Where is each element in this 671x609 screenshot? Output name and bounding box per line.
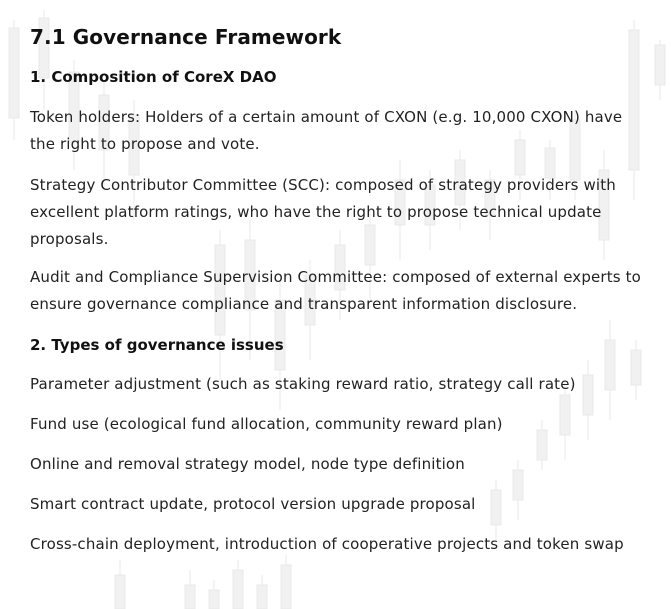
section-heading-composition: 1. Composition of CoreX DAO — [30, 68, 277, 86]
list-item: Cross-chain deployment, introduction of cooperative projects and token swap — [30, 535, 624, 553]
list-item: Parameter adjustment (such as staking reward ratio, strategy call rate) — [30, 375, 576, 393]
paragraph-audit-committee: Audit and Compliance Supervision Committee: composed of external experts to ensure governance compliance and transparent information disclosure. — [30, 268, 641, 313]
paragraph-scc: Strategy Contributor Committee (SCC): composed of strategy providers with excellent platform ratings, who have the right to propose technical update proposals. — [30, 176, 616, 248]
paragraph-token-holders: Token holders: Holders of a certain amount of CXON (e.g. 10,000 CXON) have the right to propose and vote. — [30, 108, 623, 153]
page-title: 7.1 Governance Framework — [30, 25, 342, 49]
list-item: Smart contract update, protocol version upgrade proposal — [30, 495, 476, 513]
list-item: Fund use (ecological fund allocation, community reward plan) — [30, 415, 503, 433]
list-item: Online and removal strategy model, node type definition — [30, 455, 465, 473]
section-heading-governance-issues: 2. Types of governance issues — [30, 336, 284, 354]
